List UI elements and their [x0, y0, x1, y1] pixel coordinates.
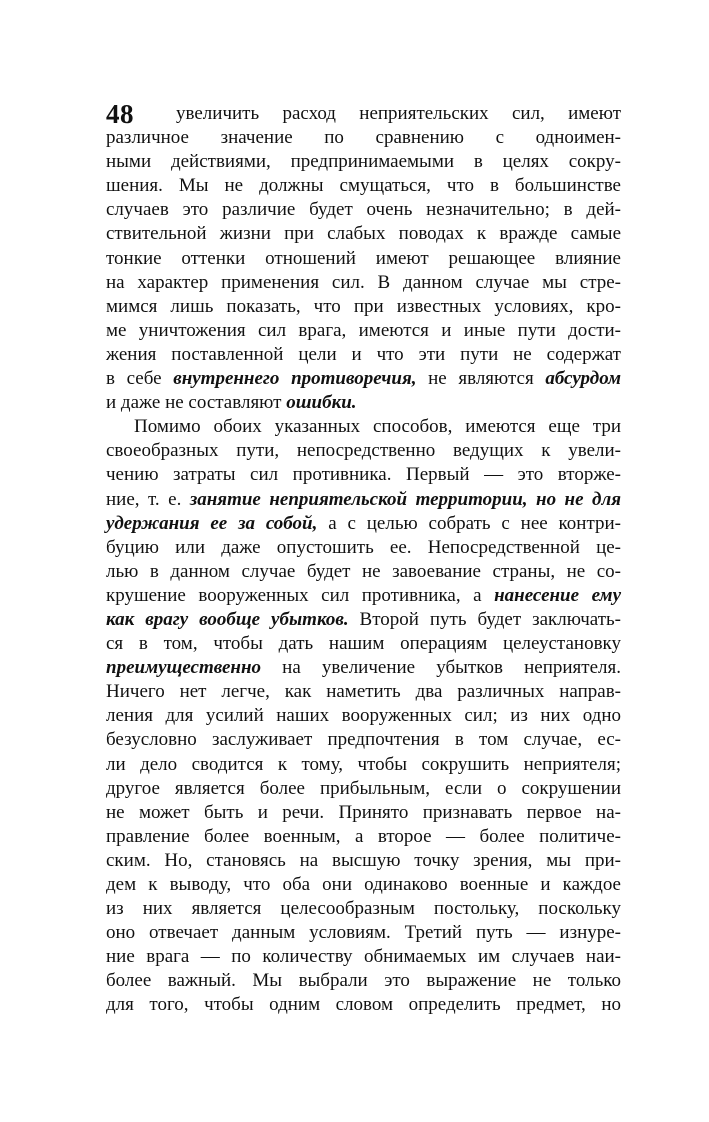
text-line: ными действиями, предпринимаемыми в целях сокру-: [106, 151, 621, 173]
text-line: [106, 367, 621, 391]
text-line: более важный. Мы выбрали это выражение не только: [106, 970, 621, 992]
emphasis-text: ошибки.: [286, 392, 357, 414]
emphasis-text: удержания ее за собой,: [106, 512, 318, 534]
text-line: увеличить расход неприятельских сил, имеют: [176, 103, 621, 124]
text-line: ся в том, чтобы дать нашим операциям целеустановку: [106, 633, 621, 655]
text-line: случаев это различие будет очень незначительно; в дей-: [106, 199, 621, 221]
text-line: [106, 512, 621, 536]
text-line: тонкие оттенки отношений имеют решающее влияние: [106, 247, 621, 269]
text-line: из них является целесообразным постольку, поскольку: [106, 898, 621, 920]
text-line: на характер применения сил. В данном случае мы стре-: [106, 271, 621, 293]
text-line: не может быть и речи. Принято признавать первое на-: [106, 801, 621, 823]
text-run: ние, т. е.: [106, 488, 190, 510]
text-line: чению затраты сил противника. Первый — это вторже-: [106, 464, 621, 486]
text-line: [106, 608, 621, 632]
text-line: ления для усилий наших вооруженных сил; из них одно: [106, 705, 621, 727]
emphasis-text: преимущественно: [106, 657, 262, 679]
emphasis-text: внутреннего противоречия,: [173, 368, 417, 390]
text-line: мимся лишь показать, что при известных условиях, кро-: [106, 295, 621, 317]
paragraph-1: [106, 102, 621, 415]
text-line: ским. Но, становясь на высшую точку зрения, мы при-: [106, 849, 621, 871]
page-number: 48: [106, 99, 134, 129]
text-line: безусловно заслуживает предпочтения в том случае, ес-: [106, 729, 621, 751]
emphasis-text: абсурдом: [545, 368, 622, 390]
text-run: и даже не составляют: [106, 392, 287, 414]
text-line: для того, чтобы одним словом определить предмет, но: [106, 994, 621, 1016]
emphasis-text: как врагу вообще убытков.: [106, 608, 349, 630]
text-line: буцию или даже опустошить ее. Непосредственной це-: [106, 536, 621, 558]
text-line: [106, 656, 621, 680]
text-run: не являются: [416, 368, 546, 390]
text-run: крушение вооруженных сил противника, а: [106, 584, 495, 606]
text-run: а с целью собрать с нее контри-: [317, 512, 622, 534]
text-line: другое является более прибыльным, если о сокрушении: [106, 777, 621, 799]
text-line: правление более военным, а второе — более политиче-: [106, 825, 621, 847]
text-run: на увеличение убытков неприятеля.: [261, 657, 621, 679]
text-line: шения. Мы не должны смущаться, что в большинстве: [106, 175, 621, 197]
text-run: Второй путь будет заключать-: [348, 608, 621, 630]
text-line: ние врага — по количеству обнимаемых им случаев наи-: [106, 946, 621, 968]
text-line: ствительной жизни при слабых поводах к вражде самые: [106, 223, 621, 245]
text-line: [106, 391, 621, 415]
text-line: [106, 488, 621, 512]
text-line: Помимо обоих указанных способов, имеются еще три: [134, 416, 621, 438]
emphasis-text: занятие неприятельской территории, но не для: [189, 488, 622, 510]
emphasis-text: нанесение ему: [494, 584, 622, 606]
text-line: лью в данном случае будет не завоевание страны, не со-: [106, 560, 621, 582]
body-text: [106, 102, 621, 1018]
text-line: Ничего нет легче, как наметить два различных направ-: [106, 681, 621, 703]
text-line: ли дело сводится к тому, чтобы сокрушить неприятеля;: [106, 753, 621, 775]
text-run: в себе: [106, 368, 174, 390]
text-line: [106, 584, 621, 608]
text-line: своеобразных пути, непосредственно ведущих к увели-: [106, 440, 621, 462]
text-line: ме уничтожения сил врага, имеются и иные пути дости-: [106, 319, 621, 341]
text-line: дем к выводу, что оба они одинаково военные и каждое: [106, 874, 621, 895]
text-line: жения поставленной цели и что эти пути не содержат: [106, 343, 621, 365]
text-line: оно отвечает данным условиям. Третий путь — изнуре-: [106, 922, 621, 944]
text-line: различное значение по сравнению с одноимен-: [106, 127, 621, 149]
paragraph-2: [106, 415, 621, 1017]
